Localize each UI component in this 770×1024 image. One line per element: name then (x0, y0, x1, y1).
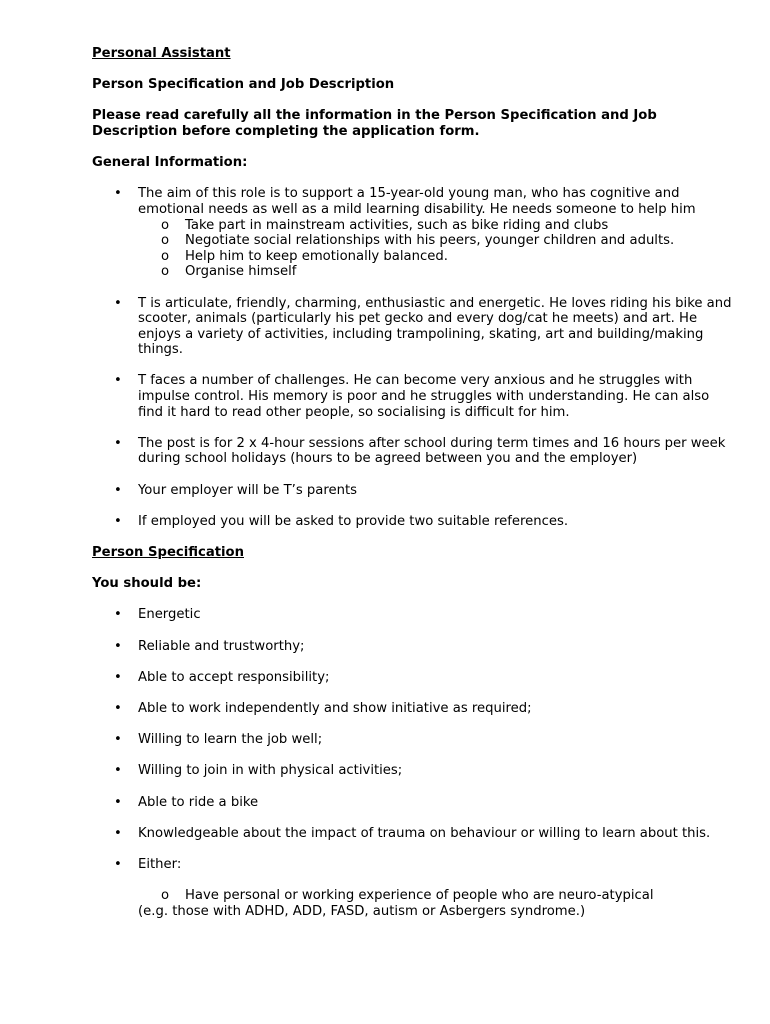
role-aim-text: The aim of this role is to support a 15-year-old young man, who has cognitive and emotional needs as well as a mild learning disability. He needs someone to help him (138, 186, 696, 217)
sublist-item: o Take part in mainstream activities, such as bike riding and clubs (138, 218, 732, 234)
general-info-list-cont (92, 373, 732, 420)
sublist-item: o Negotiate social relationships with his peers, younger children and adults. (138, 233, 732, 249)
list-item: • T is articulate, friendly, charming, enthusiastic and energetic. He loves riding his bike and scooter, animals (particularly his pet gecko and every dog/cat he meets) and art. He enjoys a variety of activities, including trampolining, skating, art and building/making things. (92, 296, 732, 358)
general-info-list-cont (92, 436, 732, 467)
list-item: • Either: (92, 857, 732, 873)
general-info-list-cont (92, 514, 732, 530)
spec-list-cont (92, 701, 732, 717)
general-info-list (92, 186, 732, 280)
list-item: • Able to ride a bike (92, 795, 732, 811)
spec-list-cont (92, 826, 732, 842)
sublist-item: o Organise himself (138, 264, 732, 280)
intro-instruction: Please read carefully all the information in the Person Specification and Job Description before completing the application form. (92, 108, 657, 139)
support-needs-sublist (138, 218, 732, 280)
list-item: • Willing to learn the job well; (92, 732, 732, 748)
spec-list-cont (92, 763, 732, 779)
spec-list-cont (92, 857, 732, 873)
list-item: • Knowledgeable about the impact of trauma on behaviour or willing to learn about this. (92, 826, 732, 842)
document-subtitle: Person Specification and Job Description (92, 77, 395, 93)
list-item: • Reliable and trustworthy; (92, 639, 732, 655)
list-item: • Your employer will be T’s parents (92, 483, 732, 499)
spec-list-cont (92, 670, 732, 686)
spec-list-cont (92, 639, 732, 655)
list-item: • Able to work independently and show initiative as required; (92, 701, 732, 717)
either-option (92, 888, 732, 919)
list-item: • If employed you will be asked to provide two suitable references. (92, 514, 732, 530)
spec-list-cont (92, 732, 732, 748)
document-page (92, 46, 732, 919)
either-option-line: o Have personal or working experience of people who are neuro-atypical (138, 888, 732, 904)
spec-list-cont (92, 795, 732, 811)
list-item: • Energetic (92, 607, 732, 623)
list-item (92, 186, 732, 280)
sublist-item: o Help him to keep emotionally balanced. (138, 249, 732, 265)
list-item: • T faces a number of challenges. He can become very anxious and he struggles with impulse control. His memory is poor and he struggles with understanding. He can also find it hard to read other people, so socialising is difficult for him. (92, 373, 732, 420)
either-option-examples: (e.g. those with ADHD, ADD, FASD, autism or Asbergers syndrome.) (138, 903, 586, 919)
general-info-heading: General Information: (92, 155, 248, 171)
document-title: Personal Assistant (92, 46, 231, 61)
general-info-list-cont (92, 296, 732, 358)
list-item: • Willing to join in with physical activities; (92, 763, 732, 779)
you-should-be-heading: You should be: (92, 576, 202, 592)
list-item: • The post is for 2 x 4-hour sessions after school during term times and 16 hours per week during school holidays (hours to be agreed between you and the employer) (92, 436, 732, 467)
person-spec-heading: Person Specification (92, 545, 244, 560)
general-info-list-cont (92, 483, 732, 499)
list-item: • Able to accept responsibility; (92, 670, 732, 686)
spec-list (92, 607, 732, 623)
